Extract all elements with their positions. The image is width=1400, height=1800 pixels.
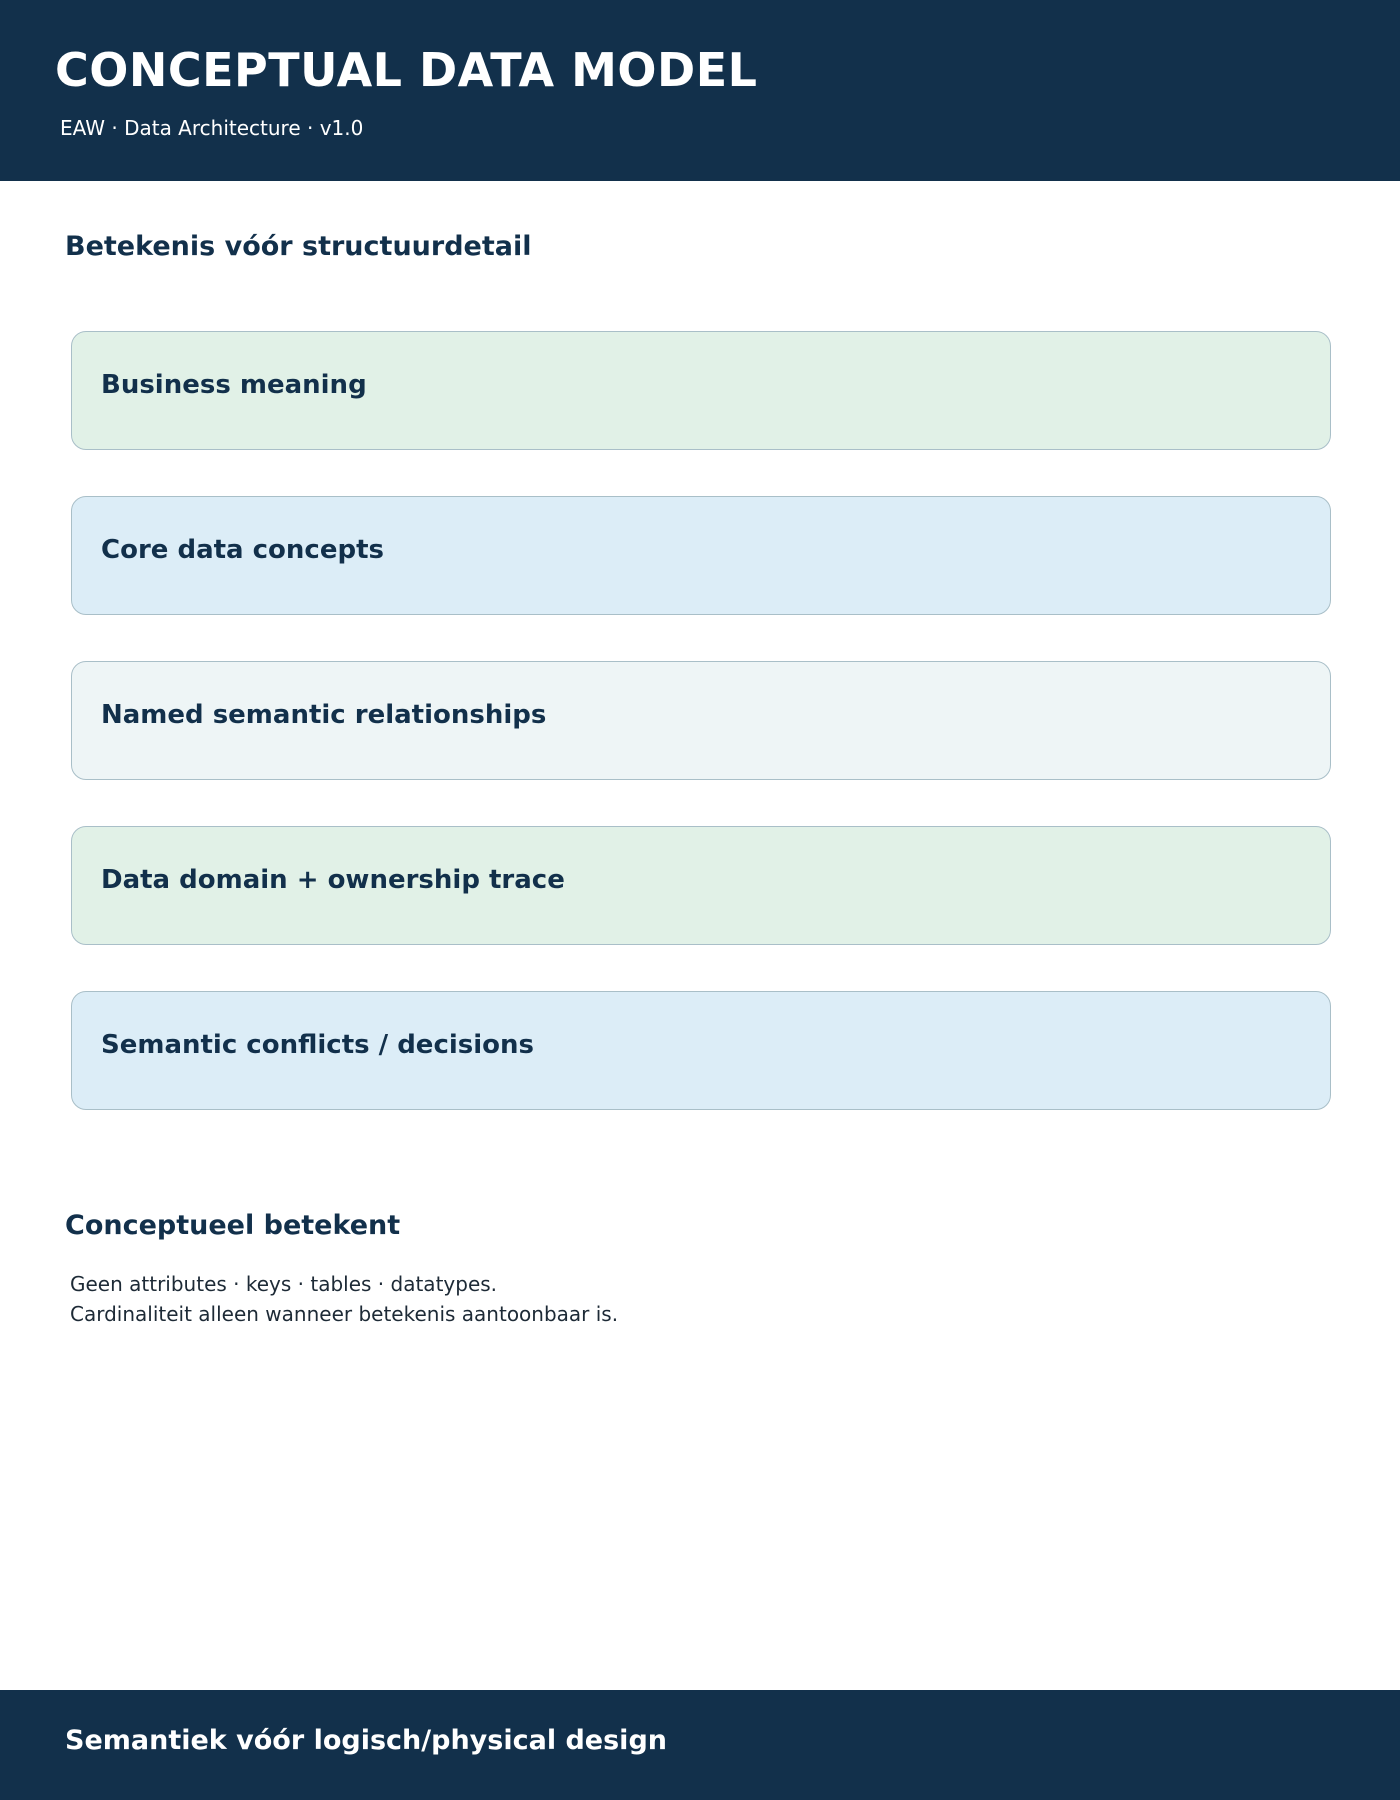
concept-card xyxy=(71,496,1331,615)
concept-card xyxy=(71,826,1331,945)
page-header xyxy=(0,0,1400,181)
concept-card-label: Named semantic relationships xyxy=(101,700,547,730)
page-title: CONCEPTUAL DATA MODEL xyxy=(55,43,758,97)
footer-text: Semantiek vóór logisch/physical design xyxy=(65,1725,667,1756)
concept-card xyxy=(71,991,1331,1110)
section-heading-meaning: Betekenis vóór structuurdetail xyxy=(65,231,532,262)
section-heading-conceptual: Conceptueel betekent xyxy=(65,1210,401,1241)
conceptual-description xyxy=(70,1269,618,1329)
concept-card-label: Data domain + ownership trace xyxy=(101,865,565,895)
page-footer xyxy=(0,1690,1400,1800)
page-subtitle: EAW · Data Architecture · v1.0 xyxy=(60,116,364,140)
concept-card xyxy=(71,331,1331,450)
concept-card-label: Business meaning xyxy=(101,370,367,400)
description-line: Cardinaliteit alleen wanneer betekenis aantoonbaar is. xyxy=(70,1302,619,1326)
concept-card-list xyxy=(71,331,1331,1156)
concept-card-label: Semantic conflicts / decisions xyxy=(101,1030,534,1060)
concept-card xyxy=(71,661,1331,780)
description-line: Geen attributes · keys · tables · datatypes. xyxy=(70,1272,498,1296)
concept-card-label: Core data concepts xyxy=(101,535,384,565)
